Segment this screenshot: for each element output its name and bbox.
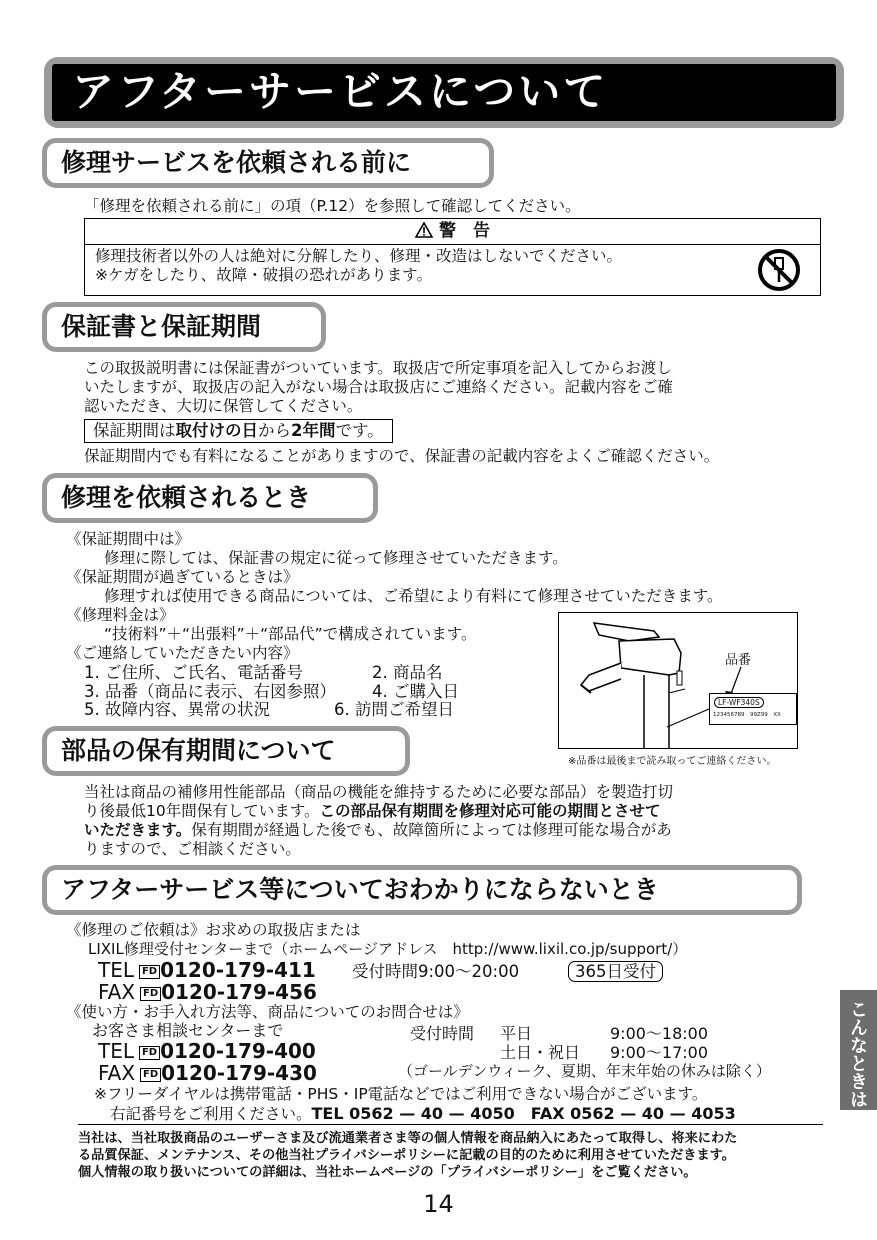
section-header-repair-request — [42, 473, 378, 523]
parts-line1: 当社は商品の補修用性能部品（商品の機能を維持するために必要な部品）を製造打切 — [84, 783, 674, 801]
weekend-hours: 9:00～17:00 — [610, 1043, 709, 1062]
section-header-warranty — [42, 302, 326, 352]
contact-content-heading: 《ご連絡していただきたい内容》 — [66, 644, 299, 662]
contact-item-2: 2. 商品名 — [372, 663, 443, 682]
section-header-contact — [42, 865, 802, 915]
no-disassembly-icon — [757, 248, 801, 292]
after-warranty-text: 修理すれば使用できる商品については、ご希望により有料にて修理させていただきます。 — [104, 587, 723, 605]
warning-header — [85, 219, 820, 245]
warranty-body-line1: この取扱説明書には保証書がついています。取扱店で所定事項を記入してからお渡し — [84, 359, 672, 377]
section-title: 修理を依頼されるとき — [61, 483, 312, 512]
parts-line3: いただきます。保有期間が経過した後でも、故障箇所によっては修理可能な場合があ — [84, 821, 672, 839]
contact-item-4: 4. ご購入日 — [372, 682, 459, 701]
faucet-illustration — [559, 613, 797, 748]
warning-line1: 修理技術者以外の人は絶対に分解したり、修理・改造はしないでください。 — [95, 247, 623, 265]
free-dial-icon: FD — [140, 987, 161, 1001]
weekend-label: 土日・祝日 — [500, 1043, 581, 1062]
product-serial: 123456789 99Z99 XX — [713, 712, 781, 718]
product-number-tag: LF-WF340S — [714, 697, 764, 708]
warranty-body-line2: いたしますが、取扱店の記入がない場合は取扱店にご連絡ください。記載内容をご確 — [84, 378, 674, 396]
free-dial-icon: FD — [139, 1046, 160, 1060]
page-title: アフターサービスについて — [72, 67, 609, 116]
contact-item-6: 6. 訪問ご希望日 — [334, 700, 454, 719]
free-dial-icon: FD — [140, 1068, 161, 1082]
weekday-label: 平日 — [500, 1024, 533, 1043]
repair-tel-number: 0120-179-411 — [160, 958, 316, 982]
contact-item-1: 1. ご住所、ご氏名、電話番号 — [84, 663, 303, 682]
section-header-parts — [42, 726, 410, 776]
usage-fax-line: FAX FD 0120-179-430 — [98, 1061, 317, 1085]
parts-line4: りますので、ご相談ください。 — [84, 840, 301, 858]
repair-365-badge: 365日受付 — [568, 961, 663, 982]
warranty-body-line3: 認いただき、大切に保管してください。 — [84, 397, 363, 415]
section-title: 保証書と保証期間 — [61, 312, 262, 341]
usage-hours-label: 受付時間 — [410, 1024, 475, 1043]
usage-tel-line: TEL FD 0120-179-400 — [98, 1039, 316, 1063]
repair-fee-text: “技術料”＋“出張料”＋“部品代”で構成されています。 — [104, 625, 477, 643]
page-number: 14 — [423, 1190, 454, 1218]
warning-line2: ※ケガをしたり、故障・破損の恐れがあります。 — [95, 266, 432, 284]
parts-line2: り後最低10年間保有しています。この部品保有期間を修理対応可能の期間とさせて — [84, 802, 661, 820]
warranty-period-box: 保証期間は取付けの日から2年間です。 — [84, 419, 393, 443]
privacy-line1: 当社は、当社取扱商品のユーザーさま及び流通業者さま等の個人情報を商品納入にあたって取得し、将来にわた — [78, 1131, 738, 1146]
alternate-numbers-line: 右記番号をご利用ください。TEL 0562 — 40 — 4050 FAX 0562 — 40 — 4053 — [110, 1104, 736, 1123]
divider — [78, 1124, 823, 1125]
section-header-repair-before — [42, 138, 494, 188]
warning-triangle-icon — [415, 222, 433, 238]
section-title: 修理サービスを依頼される前に — [61, 148, 412, 177]
holiday-note: （ゴールデンウィーク、夏期、年末年始の休みは除く） — [398, 1062, 771, 1080]
product-number-figure — [558, 612, 798, 749]
product-label-plate — [709, 693, 797, 725]
page-header — [44, 57, 844, 128]
repair-fax-line: FAX FD 0120-179-456 — [98, 980, 317, 1004]
side-tab-label: こんなときは — [847, 1000, 868, 1108]
in-warranty-text: 修理に際しては、保証書の規定に従って修理させていただきます。 — [104, 549, 568, 567]
free-dial-note: ※フリーダイヤルは携帯電話・PHS・IP電話などではご利用できない場合がございます。 — [94, 1085, 708, 1103]
figure-caption: ※品番は最後まで読み取ってご連絡ください。 — [568, 756, 777, 767]
section-title: 部品の保有期間について — [61, 736, 336, 765]
side-tab[interactable] — [840, 990, 877, 1110]
usage-inquiry-heading: 《使い方・お手入れ方法等、商品についてのお問合せは》 — [66, 1003, 469, 1021]
usage-tel-number: 0120-179-400 — [160, 1039, 316, 1063]
section-title: アフターサービス等についておわかりにならないとき — [61, 875, 659, 904]
in-warranty-heading: 《保証期間中は》 — [66, 530, 191, 548]
repair-before-intro: 「修理を依頼される前に」の項（P.12）を参照して確認してください。 — [84, 197, 581, 215]
warranty-note: 保証期間内でも有料になることがありますので、保証書の記載内容をよくご確認ください。 — [84, 447, 720, 465]
repair-request-heading: 《修理のご依頼は》お求めの取扱店または — [66, 921, 361, 939]
repair-center-line: LIXIL修理受付センターまで（ホームページアドレス http://www.lixil.co.jp/support/） — [88, 940, 688, 958]
after-warranty-heading: 《保証期間が過ぎているときは》 — [66, 568, 299, 586]
warning-box — [84, 218, 821, 296]
repair-hours: 受付時間9:00～20:00 — [352, 962, 520, 981]
repair-fee-heading: 《修理料金は》 — [66, 606, 175, 624]
usage-fax-number: 0120-179-430 — [161, 1061, 317, 1085]
privacy-line2: る品質保証、メンテナンス、その他当社プライバシーポリシーに記載の目的のために利用させていただきます。 — [78, 1148, 735, 1163]
privacy-line3: 個人情報の取り扱いについての詳細は、当社ホームページの「プライバシーポリシー」をご覧ください。 — [78, 1165, 697, 1180]
contact-item-5: 5. 故障内容、異常の状況 — [84, 700, 270, 719]
usage-center: お客さま相談センターまで — [92, 1021, 284, 1040]
weekday-hours: 9:00～18:00 — [610, 1024, 709, 1043]
page-header-bar — [52, 64, 836, 121]
product-number-label: 品番 — [725, 653, 752, 668]
repair-tel-line: TEL FD 0120-179-411 — [98, 958, 316, 982]
warning-title: 警 告 — [438, 221, 490, 241]
repair-fax-number: 0120-179-456 — [161, 980, 317, 1004]
contact-item-3: 3. 品番（商品に表示、右図参照） — [84, 682, 336, 701]
free-dial-icon: FD — [139, 965, 160, 979]
